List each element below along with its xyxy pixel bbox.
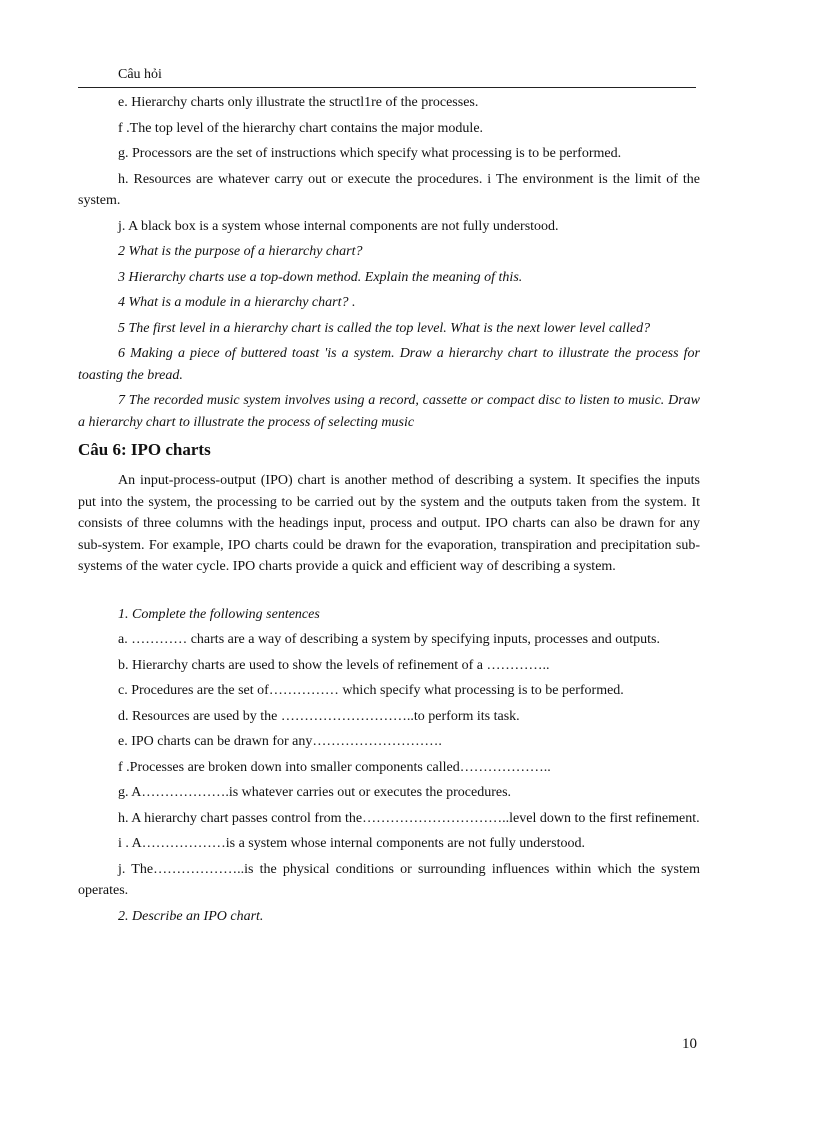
exercise-item: a. ………… charts are a way of describing a system by specifying inputs, processes and outputs. bbox=[118, 632, 660, 647]
discussion-question: 4 What is a module in a hierarchy chart? . bbox=[118, 295, 356, 310]
discussion-question: 3 Hierarchy charts use a top-down method. Explain the meaning of this. bbox=[118, 269, 523, 285]
exercise-item: j. The………………..is the physical conditions or surrounding influences within which the system operates. bbox=[78, 861, 700, 898]
exercise-title: 1. Complete the following sentences bbox=[118, 606, 320, 622]
header-rule bbox=[78, 87, 696, 88]
exercise-item: c. Procedures are the set of…………… which specify what processing is to be performed. bbox=[118, 683, 624, 698]
exercise-item: f .Processes are broken down into smaller components called……………….. bbox=[118, 759, 551, 775]
page-number: 10 bbox=[682, 1036, 697, 1052]
question-line: h. Resources are whatever carry out or execute the procedures. i The environment is the limit of the system. bbox=[78, 171, 700, 208]
page-content bbox=[78, 92, 700, 931]
discussion-question: 7 The recorded music system involves using a record, cassette or compact disc to listen to music. Draw a hierarchy chart to illustrate the process of selecting music bbox=[78, 393, 700, 430]
question-line: j. A black box is a system whose internal components are not fully understood. bbox=[118, 218, 559, 234]
exercise-item: d. Resources are used by the ………………………..to perform its task. bbox=[118, 708, 520, 724]
section-body: An input-process-output (IPO) chart is another method of describing a system. It specifies the inputs put into the system, the processing to be carried out by the system and the outputs taken from the system. It consists of three columns with the headings input, process and output. IPO charts can also be drawn for any sub-system. For example, IPO charts could be drawn for the evaporation, transpiration and precipitation sub-systems of the water cycle. IPO charts provide a quick and efficient way of describing a system. bbox=[78, 473, 700, 574]
exercise-item: h. A hierarchy chart passes control from the…………………………..level down to the first refinement. bbox=[118, 810, 700, 826]
exercise-item: i . A………………is a system whose internal components are not fully understood. bbox=[118, 836, 585, 851]
question-line: g. Processors are the set of instructions which specify what processing is to be performed. bbox=[118, 146, 622, 161]
exercise-item: e. IPO charts can be drawn for any………………………. bbox=[118, 734, 442, 749]
discussion-question: 6 Making a piece of buttered toast 'is a system. Draw a hierarchy chart to illustrate the process for toasting the bread. bbox=[78, 346, 700, 383]
exercise-item: g. A……………….is whatever carries out or executes the procedures. bbox=[118, 785, 512, 800]
exercise-question: 2. Describe an IPO chart. bbox=[118, 908, 264, 924]
question-line: e. Hierarchy charts only illustrate the structl1re of the processes. bbox=[118, 95, 479, 110]
discussion-question: 5 The first level in a hierarchy chart is called the top level. What is the next lower level called? bbox=[118, 320, 651, 336]
document-page bbox=[78, 0, 700, 1123]
spacer bbox=[78, 578, 700, 604]
exercise-item: b. Hierarchy charts are used to show the levels of refinement of a ………….. bbox=[118, 657, 550, 673]
section-heading: Câu 6: IPO charts bbox=[78, 440, 211, 459]
discussion-question: 2 What is the purpose of a hierarchy chart? bbox=[118, 244, 363, 259]
question-line: f .The top level of the hierarchy chart contains the major module. bbox=[118, 120, 484, 136]
page-header-title: Câu hỏi bbox=[118, 67, 162, 82]
